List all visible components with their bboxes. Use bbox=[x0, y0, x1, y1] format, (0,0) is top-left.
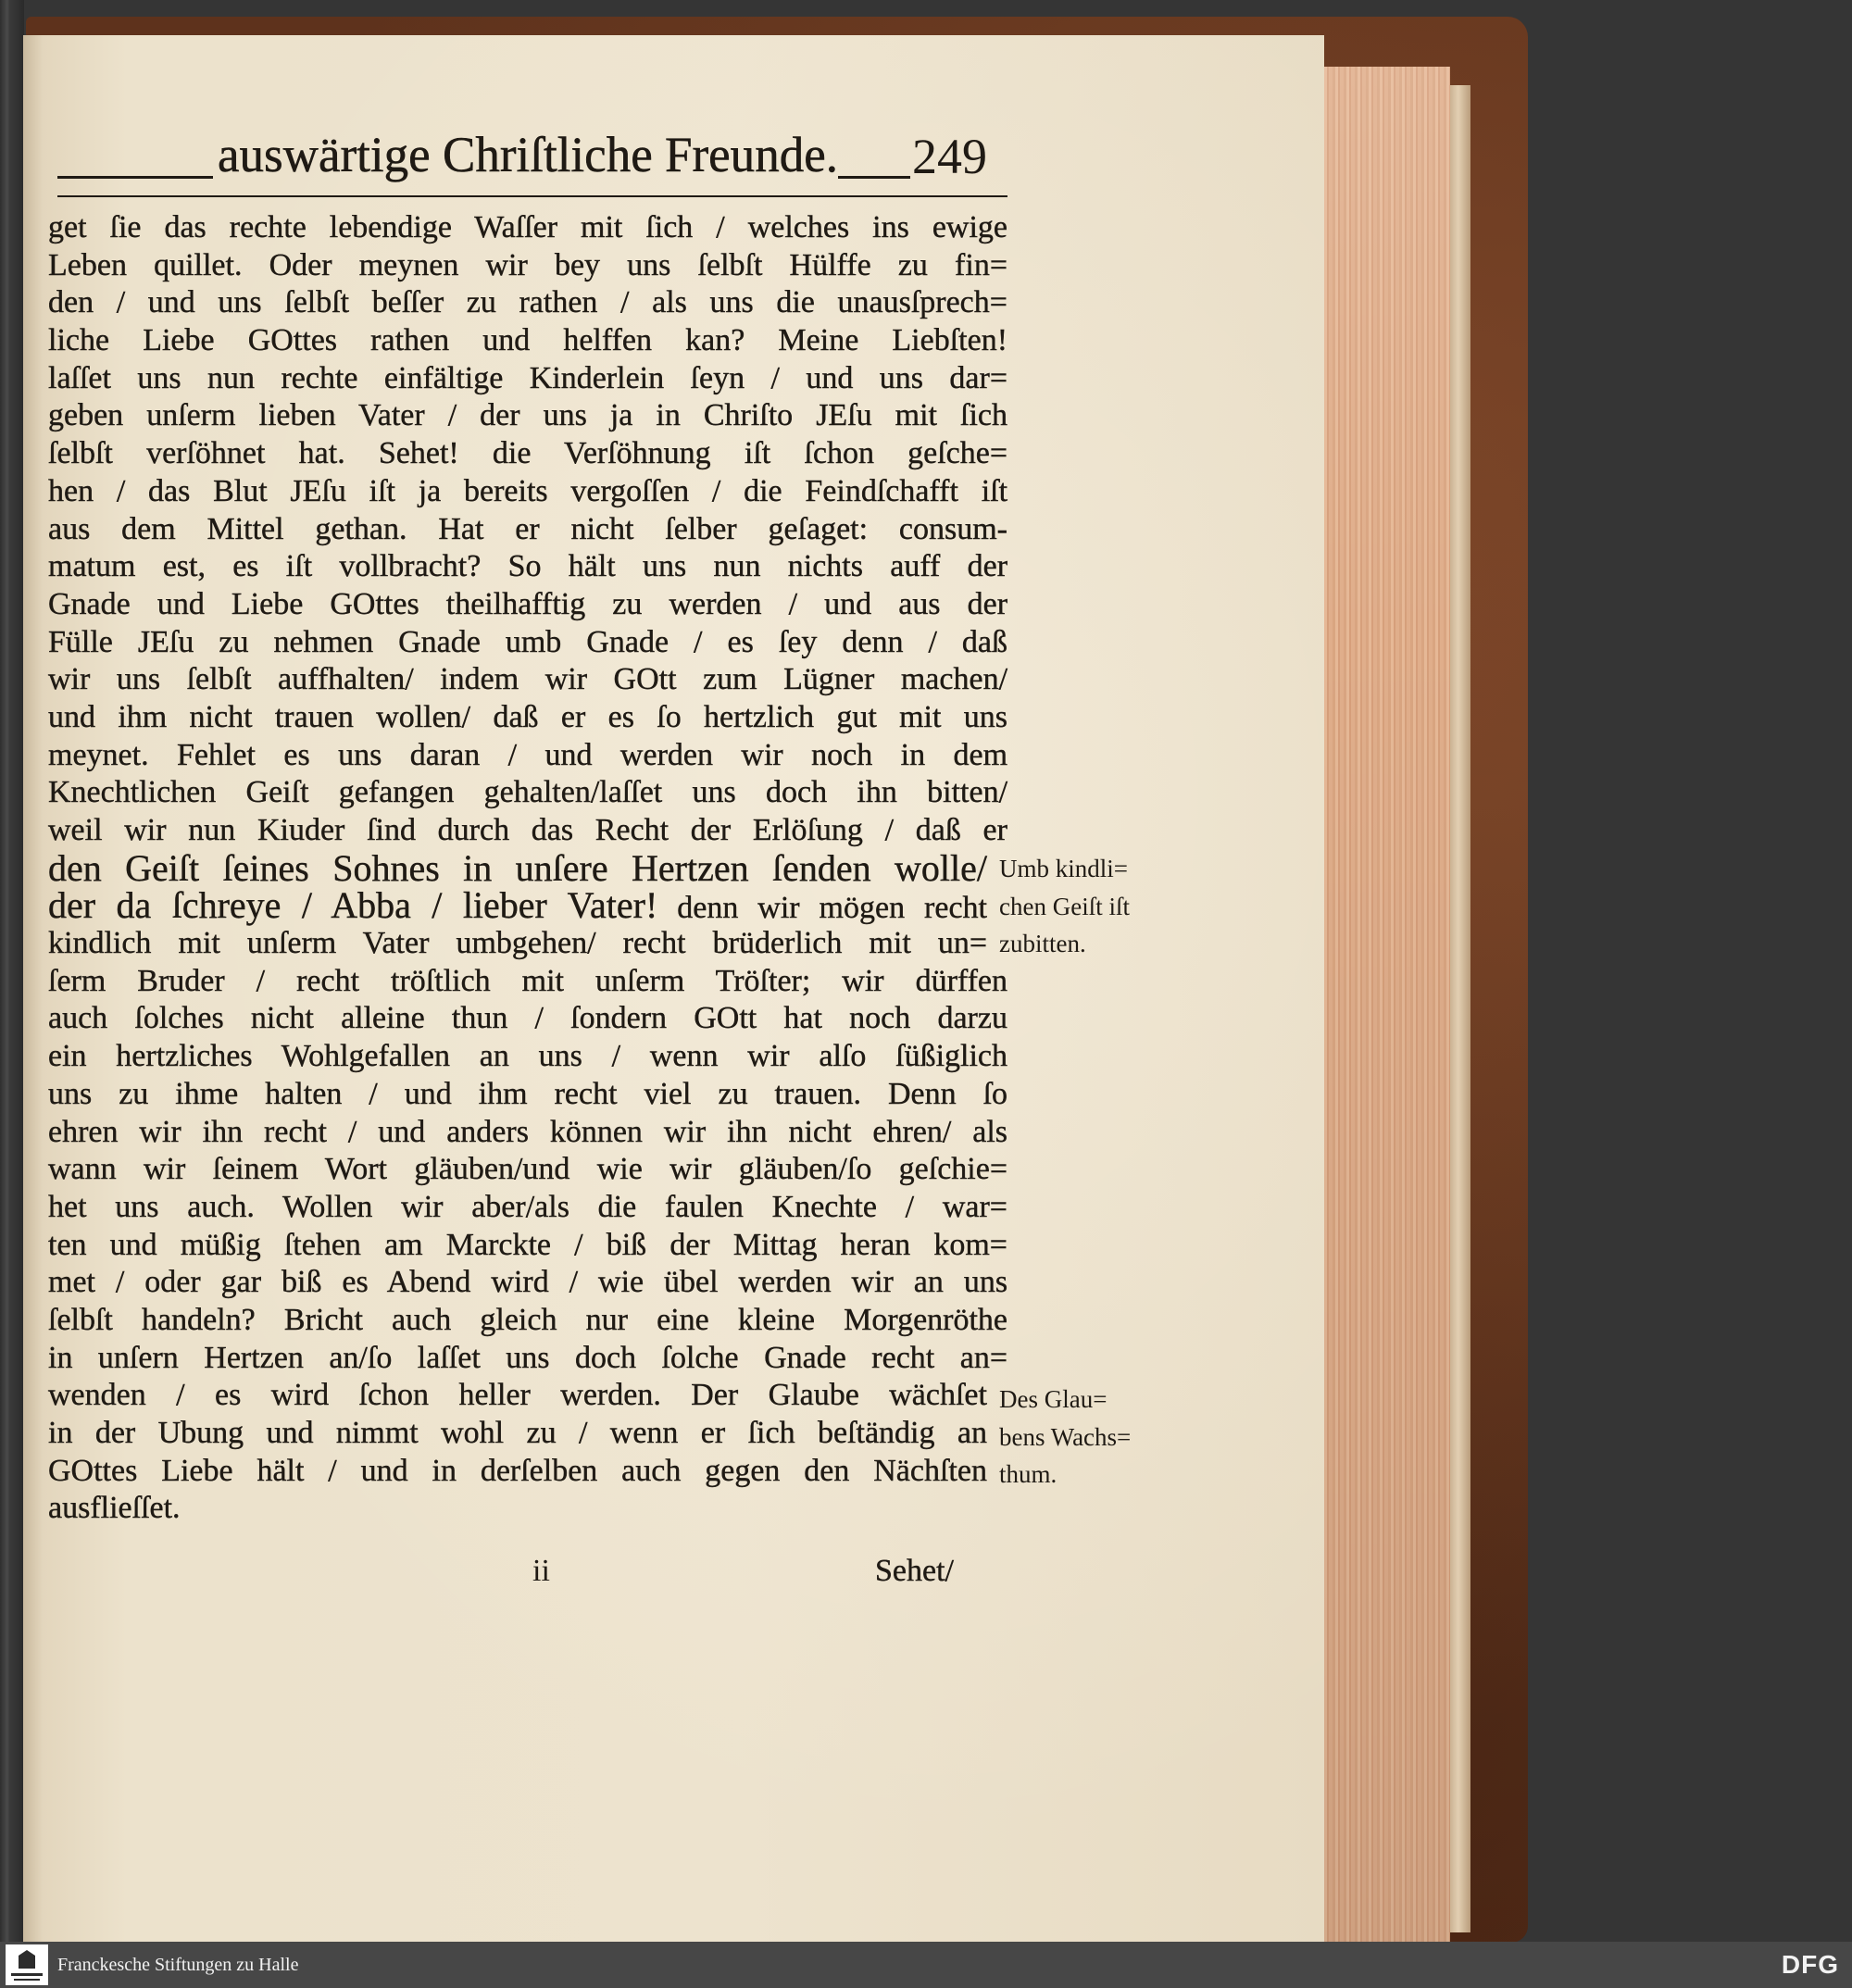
text-line: met / oder gar biß es Abend wird / wie übel werden wir an uns bbox=[48, 1265, 1008, 1300]
header-rule-middle bbox=[838, 176, 910, 179]
text-line: ſelbſt handeln? Bricht auch gleich nur eine kleine Morgenröthe bbox=[48, 1302, 1008, 1337]
text-line: het uns auch. Wollen wir aber/als die faulen Knechte / war= bbox=[48, 1189, 1007, 1224]
text-line: weil wir nun Kiuder ſind durch das Recht der Erlöſung / daß er bbox=[48, 813, 1007, 847]
text-line-tail: denn wir mögen recht bbox=[677, 891, 987, 926]
header-rule bbox=[57, 195, 1007, 197]
text-line: den / und uns ſelbſt beſſer zu rathen / als uns die unausſprech= bbox=[48, 285, 1007, 320]
dfg-logo: DFG bbox=[1781, 1950, 1839, 1979]
text-line: hen / das Blut JEſu iſt ja bereits vergoſſen / die Feindſchafft iſt bbox=[48, 473, 1008, 508]
text-line: in der Ubung und nimmt wohl zu / wenn er ſich beſtändig an bbox=[48, 1416, 987, 1450]
text-line: auch ſolches nicht alleine thun / ſondern GOtt hat noch darzu bbox=[48, 1001, 1007, 1036]
text-line: Leben quillet. Oder meynen wir bey uns ſelbſt Hülffe zu fin= bbox=[48, 247, 1007, 282]
text-line: in unſern Hertzen an/ſo laſſet uns doch ſolche Gnade recht an= bbox=[48, 1340, 1007, 1375]
marginal-note bbox=[999, 1381, 1295, 1494]
signature-mark: ii bbox=[532, 1554, 550, 1588]
text-line: ehren wir ihn recht / und anders können wir ihn nicht ehren/ als bbox=[48, 1114, 1008, 1149]
running-title: auswärtige Chriſtliche Freunde. bbox=[218, 127, 839, 182]
text-line: ſelbſt verſöhnet hat. Sehet! die Verſöhnung iſt ſchon geſche= bbox=[48, 436, 1008, 471]
page-number: 249 bbox=[912, 129, 987, 184]
marginal-note-line: chen Geiſt iſt bbox=[999, 892, 1130, 920]
text-line: matum est, es iſt vollbracht? So hält uns nun nichts auff der bbox=[48, 549, 1008, 584]
text-line: ein hertzliches Wohlgefallen an uns / wenn wir alſo ſüßiglich bbox=[48, 1039, 1008, 1074]
page-edges bbox=[1324, 67, 1450, 1943]
text-line-emphasis: der da ſchreye / Abba / lieber Vater! bbox=[48, 884, 658, 927]
text-line: laſſet uns nun rechte einfältige Kinderlein ſeyn / und uns dar= bbox=[48, 360, 1008, 395]
scanner-background bbox=[0, 0, 24, 1942]
catchword: Sehet/ bbox=[875, 1554, 954, 1588]
marginal-note bbox=[999, 850, 1295, 963]
header-rule-left bbox=[57, 176, 213, 179]
marginal-note-line: Umb kindli= bbox=[999, 855, 1128, 882]
text-line: get ſie das rechte lebendige Waſſer mit ſich / welches ins ewige bbox=[48, 210, 1008, 244]
text-line: Fülle JEſu zu nehmen Gnade umb Gnade / es ſey denn / daß bbox=[48, 624, 1008, 659]
text-line: geben unſerm lieben Vater / der uns ja in Chriſto JEſu mit ſich bbox=[48, 398, 1007, 433]
text-line: liche Liebe GOttes rathen und helffen kan? Meine Liebſten! bbox=[48, 323, 1008, 358]
text-line: Gnade und Liebe GOttes theilhafftig zu werden / und aus der bbox=[48, 586, 1008, 621]
text-line: wann wir ſeinem Wort gläuben/und wie wir gläuben/ſo geſchie= bbox=[48, 1152, 1007, 1187]
text-line bbox=[48, 884, 987, 927]
page-edge-highlight bbox=[1450, 85, 1470, 1932]
text-line: meynet. Fehlet es uns daran / und werden wir noch in dem bbox=[48, 737, 1008, 772]
institution-name: Franckesche Stiftungen zu Halle bbox=[57, 1955, 299, 1975]
text-line-emphasis: den Geiſt ſeines Sohnes in unſere Hertzen ſenden wolle/ bbox=[48, 846, 987, 889]
text-line: uns zu ihme halten / und ihm recht viel zu trauen. Denn ſo bbox=[48, 1076, 1008, 1111]
text-block bbox=[48, 209, 1007, 1528]
marginal-note-line: Des Glau= bbox=[999, 1385, 1107, 1413]
marginal-note-line: bens Wachs= bbox=[999, 1422, 1132, 1451]
text-line: kindlich mit unſerm Vater umbgehen/ recht brüderlich mit un= bbox=[48, 926, 988, 961]
text-line: und ihm nicht trauen wollen/ daß er es ſo hertzlich gut mit uns bbox=[48, 699, 1007, 734]
text-line-last: ausflieſſet. bbox=[48, 1491, 181, 1526]
marginal-note-line: thum. bbox=[999, 1460, 1057, 1489]
text-line: ten und müßig ſtehen am Marckte / biß der Mittag heran kom= bbox=[48, 1227, 1007, 1262]
text-line: GOttes Liebe hält / und in derſelben auch gegen den Nächſten bbox=[48, 1453, 987, 1488]
text-line: aus dem Mittel gethan. Hat er nicht ſelber geſaget: consum- bbox=[48, 511, 1007, 546]
foundation-logo-icon bbox=[6, 1944, 48, 1985]
footer-bar bbox=[0, 1942, 1852, 1988]
text-line: Knechtlichen Geiſt gefangen gehalten/laſſet uns doch ihn bitten/ bbox=[48, 775, 1008, 810]
text-line: ſerm Bruder / recht tröſtlich mit unſerm Tröſter; wir dürffen bbox=[48, 963, 1008, 998]
marginal-note-line: zubitten. bbox=[999, 930, 1086, 958]
text-line: wir uns ſelbſt auffhalten/ indem wir GOtt zum Lügner machen/ bbox=[48, 662, 1008, 697]
text-line: wenden / es wird ſchon heller werden. Der Glaube wächſet bbox=[48, 1378, 987, 1413]
